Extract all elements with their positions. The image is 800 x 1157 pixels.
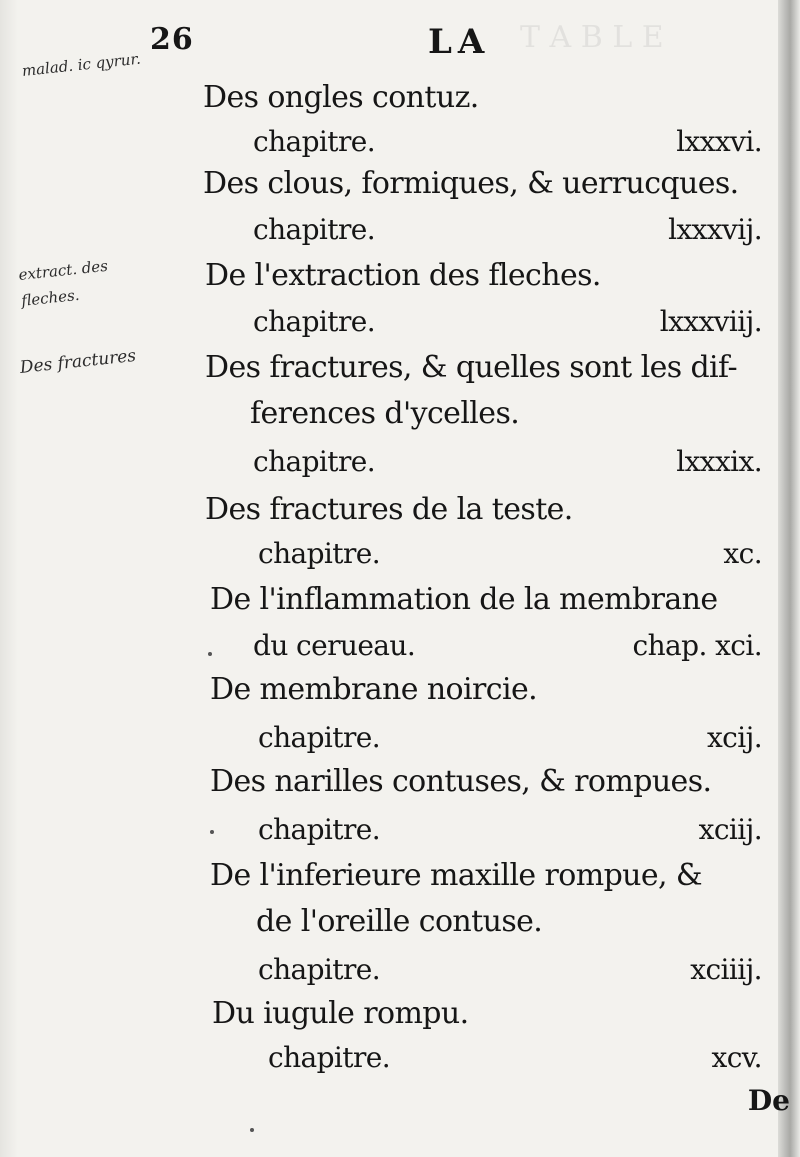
chapter-label: du cerueau.: [253, 629, 416, 662]
entry-chapter-row: [0, 534, 800, 574]
entry-chapter-row: [0, 810, 800, 850]
entry-chapter-row: [0, 302, 800, 342]
entry-title: De l'inflammation de la membrane: [210, 582, 718, 617]
chapter-number: lxxxix.: [676, 445, 762, 478]
entry-chapter-row: [0, 626, 800, 666]
entry-continuation: de l'oreille contuse.: [256, 904, 543, 939]
ink-speck: [210, 830, 214, 834]
entry-chapter-row: [0, 122, 800, 162]
margin-note: malad. ic qyrur.: [21, 49, 142, 80]
entry-title: De l'extraction des fleches.: [205, 258, 601, 293]
chapter-number: chap. xci.: [632, 629, 762, 662]
chapter-number: xciij.: [698, 813, 762, 846]
chapter-label: chapitre.: [258, 721, 380, 754]
catchword: De: [747, 1084, 790, 1117]
chapter-number: xcv.: [711, 1041, 762, 1074]
chapter-number: xc.: [723, 537, 762, 570]
entry-title: Des fractures, & quelles sont les dif-: [205, 350, 738, 385]
chapter-number: xciiij.: [690, 953, 762, 986]
margin-note: extract. des fleches.: [17, 256, 109, 310]
entry-chapter-row: [0, 442, 800, 482]
entry-title: Des narilles contuses, & rompues.: [210, 764, 712, 799]
entry-chapter-row: [0, 210, 800, 250]
entry-title: Des clous, formiques, & uerrucques.: [203, 166, 739, 201]
chapter-label: chapitre.: [258, 953, 380, 986]
entry-title: Des ongles contuz.: [203, 80, 479, 115]
entry-title: De l'inferieure maxille rompue, &: [210, 858, 703, 893]
entry-continuation: ferences d'ycelles.: [250, 396, 520, 431]
chapter-number: xcij.: [706, 721, 762, 754]
chapter-label: chapitre.: [253, 445, 375, 478]
chapter-number: lxxxviij.: [659, 305, 762, 338]
entry-title: Du iugule rompu.: [212, 996, 469, 1031]
chapter-number: lxxxvij.: [668, 213, 762, 246]
chapter-number: lxxxvi.: [676, 125, 762, 158]
entry-chapter-row: [0, 718, 800, 758]
chapter-label: chapitre.: [253, 213, 375, 246]
ink-speck: [208, 652, 212, 656]
show-through-text: T A B L E: [520, 20, 664, 55]
chapter-label: chapitre.: [253, 125, 375, 158]
chapter-label: chapitre.: [258, 537, 380, 570]
page-number: 26: [150, 22, 194, 57]
running-title: LA: [428, 22, 491, 62]
entry-title: Des fractures de la teste.: [205, 492, 573, 527]
chapter-label: chapitre.: [268, 1041, 390, 1074]
ink-speck: [250, 1128, 254, 1132]
margin-note: Des fractures: [18, 345, 138, 378]
entry-title: De membrane noircie.: [210, 672, 538, 707]
chapter-label: chapitre.: [253, 305, 375, 338]
entry-chapter-row: [0, 1038, 800, 1078]
chapter-label: chapitre.: [258, 813, 380, 846]
entry-chapter-row: [0, 950, 800, 990]
